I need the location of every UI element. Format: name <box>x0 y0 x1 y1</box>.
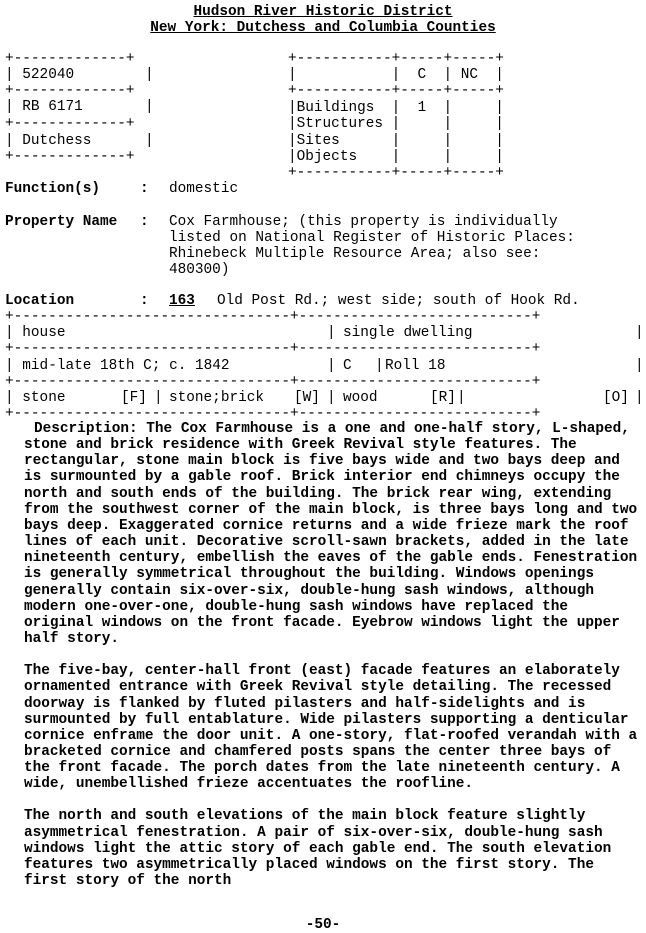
id-box-row-county: | Dutchess | <box>5 133 154 149</box>
code-roof: [R] <box>430 390 456 406</box>
count-row-objects: |Objects | | | <box>288 149 504 165</box>
details-row-2: | mid-late 18th C; c. 1842 | C | Roll 18 | <box>5 358 644 374</box>
function-value: domestic <box>169 181 239 197</box>
property-name-line-2: listed on National Register of Historic Places: <box>169 230 575 246</box>
details-border-2: +--------------------------------+---------------------------+ <box>5 341 541 357</box>
buildings-c-count: 1 <box>417 100 427 116</box>
description-body <box>24 421 642 889</box>
details-border-3: +--------------------------------+---------------------------+ <box>5 374 541 390</box>
material-foundation: stone <box>22 390 66 406</box>
property-name-label: Property Name <box>5 214 118 230</box>
location-number: 163 <box>169 293 195 309</box>
property-number: 522040 <box>22 67 75 83</box>
function-colon: : <box>140 181 149 197</box>
count-table-border-bottom: +-----------+-----+-----+ <box>288 165 504 181</box>
id-box-row-number: | 522040 | <box>5 67 154 83</box>
description-paragraph-2: The five-bay, center-hall front (east) facade features an elaborately ornamented entrance with Greek Revival style detailing. The recessed doorway is flanked by fluted pilasters and half-sidelights and is surmounted by full entablature. Wide pilasters supporting a denticular cornice enframe the door unit. A one-story, flat-roofed verandah with a bracketed cornice and chamfered posts spans the center three bays of the front facade. The porch dates from the late nineteenth century. A wide, unembellished frieze accentuates the roofline. <box>24 663 638 793</box>
code-walls: [W] <box>294 390 320 406</box>
resource-type: house <box>22 325 66 341</box>
code-foundation: [F] <box>121 390 147 406</box>
type-objects: Objects <box>296 149 358 165</box>
contributing-status: C <box>343 358 352 374</box>
description-paragraph-1: Description: The Cox Farmhouse is a one and one-half story, L-shaped, stone and brick residence with Greek Revival style features. The rectangular, stone main block is five bays wide and two bays deep and is surmounted by a gable roof. Brick interior end chimneys occupy the north and south ends of the building. The brick rear wing, extending from the southwest corner of the main block, is three bays long and two bays deep. Exaggerated cornice returns and a wide frieze mark the roof lines of each unit. Decorative scroll-sawn brackets, added in the late nineteenth century, embellish the eaves of the gable ends. Fenestration is generally symmetrical throughout the building. Windows openings generally contain six-over-six, double-hung sash windows, although modern one-over-one, double-hung sash windows have replaced the original windows on the front facade. Eyebrow windows light the upper half story. <box>24 421 638 648</box>
page-title: Hudson River Historic District <box>193 4 453 20</box>
description-paragraph-3: The north and south elevations of the main block feature slightly asymmetrical fenestration. A pair of six-over-six, double-hung sash windows light the attic story of each gable end. The south elevation features two asymmetrically placed windows on the first story. The first story of the north <box>24 808 612 890</box>
count-row-sites: |Sites | | | <box>288 133 504 149</box>
location-label: Location <box>5 293 75 309</box>
count-table-border-mid: +-----------+-----+-----+ <box>288 83 504 99</box>
id-box-border-mid2: +-------------+ <box>5 116 135 132</box>
type-structures: Structures <box>296 116 383 132</box>
location-colon: : <box>140 293 149 309</box>
count-row-structures: |Structures | | | <box>288 116 504 132</box>
property-name-line-1: Cox Farmhouse; (this property is individually <box>169 214 558 230</box>
function-label: Function(s) <box>5 181 100 197</box>
county-name: Dutchess <box>22 133 92 149</box>
construction-date: mid-late 18th C; c. 1842 <box>22 358 230 374</box>
page-number: -50- <box>305 917 341 933</box>
property-name-line-3: Rhinebeck Multiple Resource Area; also see: <box>169 246 541 262</box>
column-nc-header: NC <box>460 67 479 83</box>
details-border-1: +--------------------------------+---------------------------+ <box>5 309 541 325</box>
property-name-colon: : <box>140 214 149 230</box>
type-buildings: Buildings <box>296 100 375 116</box>
code-other: [O] <box>603 390 629 406</box>
type-sites: Sites <box>296 133 340 149</box>
map-reference: RB 6171 <box>22 99 83 115</box>
resource-use: single dwelling <box>343 325 473 341</box>
id-box-border-bottom: +-------------+ <box>5 149 135 165</box>
id-box-border-mid1: +-------------+ <box>5 83 135 99</box>
count-row-buildings: |Buildings | 1 | | <box>288 100 504 116</box>
details-row-3: | stone [F] | stone;brick [W] | wood [R] | [O] | <box>5 390 644 406</box>
material-roof: wood <box>343 390 378 406</box>
page-subtitle: New York: Dutchess and Columbia Counties <box>150 20 496 36</box>
id-box-row-mapref: | RB 6171 | <box>5 99 154 115</box>
details-border-4: +--------------------------------+---------------------------+ <box>5 406 541 422</box>
count-table-border-top: +-----------+-----+-----+ <box>288 51 504 67</box>
material-walls: stone;brick <box>169 390 264 406</box>
photo-roll: Roll 18 <box>385 358 446 374</box>
id-box-border-top: +-------------+ <box>5 51 135 67</box>
column-c-header: C <box>417 67 427 83</box>
count-table-header: | | C | NC | <box>288 67 504 83</box>
location-text: Old Post Rd.; west side; south of Hook Rd. <box>217 293 580 309</box>
details-row-1: | house | single dwelling | <box>5 325 644 341</box>
property-name-line-4: 480300) <box>169 262 230 278</box>
description-label: Description: <box>34 421 138 437</box>
